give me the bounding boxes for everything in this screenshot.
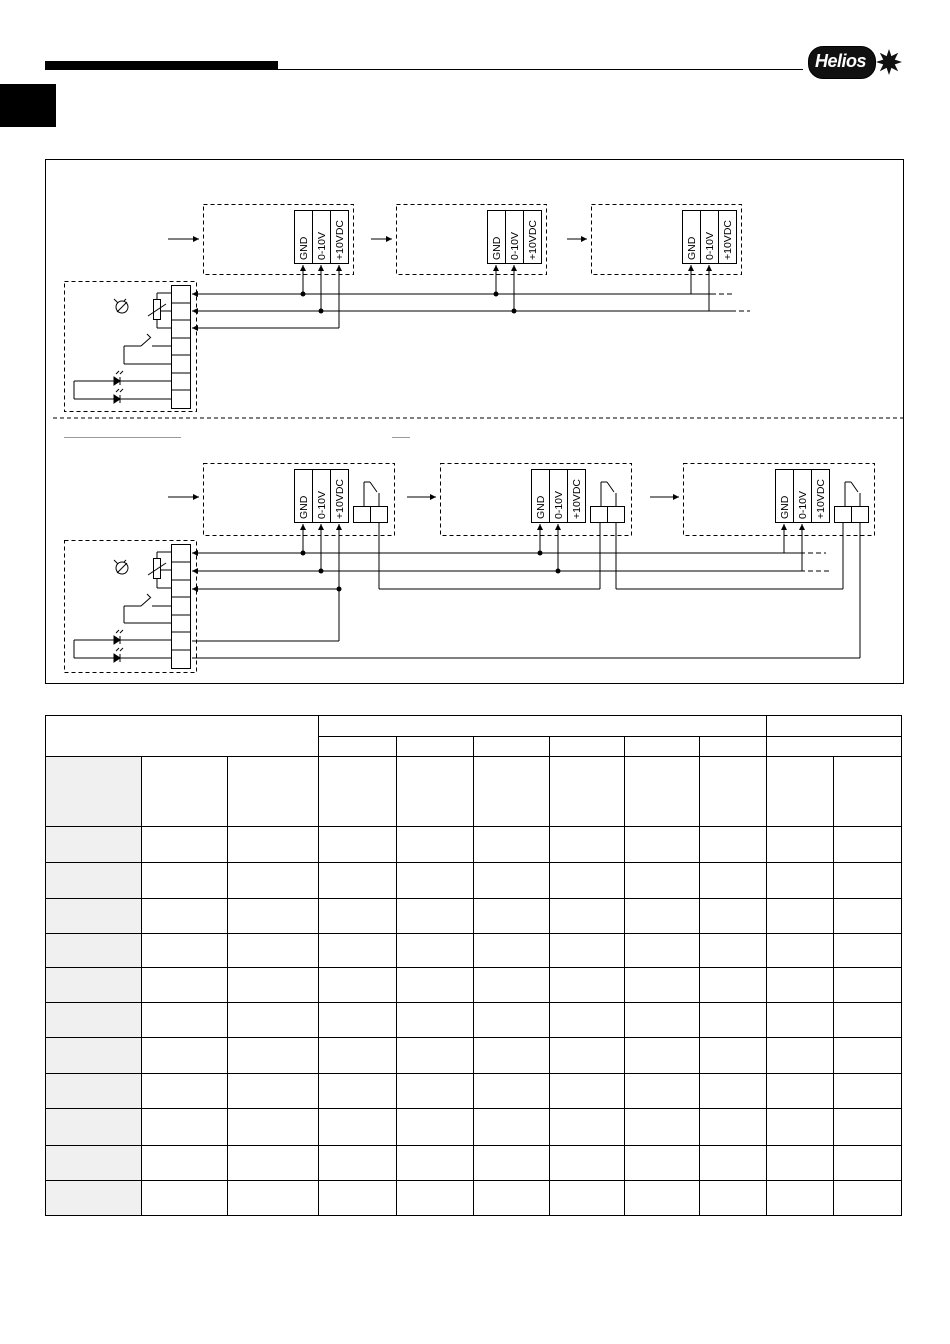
table-cell — [142, 1180, 228, 1215]
terminal-label-supply: +10VDC — [527, 220, 539, 260]
table-cell — [228, 1145, 319, 1180]
row-label-cell — [46, 1074, 142, 1109]
table-cell — [767, 933, 834, 967]
terminal-label-signal: 0-10V — [553, 490, 565, 519]
table-cell — [834, 757, 902, 827]
terminal-label-supply: +10VDC — [815, 479, 827, 519]
table-cell — [767, 1038, 834, 1074]
table-cell — [228, 757, 319, 827]
table-cell — [397, 757, 474, 827]
table-cell — [700, 757, 767, 827]
table-cell — [228, 933, 319, 967]
table-cell — [767, 1109, 834, 1145]
table-cell — [625, 1074, 700, 1109]
table-cell — [142, 1145, 228, 1180]
table-cell — [700, 1109, 767, 1145]
row-label-cell — [46, 1003, 142, 1038]
table-cell — [228, 862, 319, 898]
table-cell — [319, 1180, 397, 1215]
table-cell — [834, 1003, 902, 1038]
table-cell — [319, 1145, 397, 1180]
terminal-label-signal: 0-10V — [316, 231, 328, 260]
table-cell — [625, 827, 700, 862]
header-cell — [474, 737, 550, 757]
table-row — [46, 1074, 902, 1109]
table-cell — [625, 898, 700, 933]
table-cell — [700, 827, 767, 862]
header-cell — [319, 737, 397, 757]
table-cell — [700, 898, 767, 933]
table-row — [46, 933, 902, 967]
table-cell — [700, 862, 767, 898]
terminal-label-gnd: GND — [535, 495, 547, 519]
table-cell — [397, 933, 474, 967]
table-cell — [767, 967, 834, 1002]
table-cell — [550, 898, 625, 933]
table-cell — [142, 827, 228, 862]
table-cell — [550, 862, 625, 898]
table-row — [46, 1109, 902, 1145]
top-section — [65, 205, 751, 412]
wiring-diagram — [45, 159, 904, 684]
table-cell — [319, 1074, 397, 1109]
table-cell — [767, 1003, 834, 1038]
table-cell — [319, 862, 397, 898]
logo-text: Helios — [815, 51, 867, 71]
table-row — [46, 1180, 902, 1215]
table-cell — [700, 1145, 767, 1180]
table-cell — [834, 967, 902, 1002]
table-cell — [700, 1038, 767, 1074]
table-cell — [550, 1145, 625, 1180]
table-cell — [319, 827, 397, 862]
table-cell — [550, 757, 625, 827]
table-cell — [834, 1109, 902, 1145]
table-cell — [474, 1038, 550, 1074]
table-cell — [142, 1074, 228, 1109]
table-cell — [397, 967, 474, 1002]
table-cell — [319, 967, 397, 1002]
table-cell — [319, 898, 397, 933]
terminal-label-supply: +10VDC — [334, 220, 346, 260]
table-cell — [834, 827, 902, 862]
table-cell — [700, 933, 767, 967]
table-cell — [474, 1074, 550, 1109]
helios-logo — [808, 46, 903, 79]
table-cell — [767, 757, 834, 827]
table-cell — [397, 827, 474, 862]
table-cell — [550, 1003, 625, 1038]
table-cell — [319, 1038, 397, 1074]
terminal-label-supply: +10VDC — [334, 479, 346, 519]
table-cell — [550, 933, 625, 967]
table-cell — [228, 1003, 319, 1038]
row-label-cell — [46, 1145, 142, 1180]
table-cell — [142, 1038, 228, 1074]
table-cell — [397, 1038, 474, 1074]
fan-icon — [875, 47, 903, 77]
terminal-label-gnd: GND — [686, 236, 698, 260]
table-cell — [319, 933, 397, 967]
table-cell — [625, 1003, 700, 1038]
terminal-label-signal: 0-10V — [316, 490, 328, 519]
row-label-cell — [46, 1109, 142, 1145]
table-cell — [474, 862, 550, 898]
table-cell — [550, 967, 625, 1002]
table-cell — [767, 827, 834, 862]
terminal-label-gnd: GND — [298, 495, 310, 519]
table-cell — [142, 898, 228, 933]
table-cell — [319, 1003, 397, 1038]
terminal-label-gnd: GND — [779, 495, 791, 519]
table-cell — [834, 898, 902, 933]
header-cell — [700, 737, 767, 757]
row-label-cell — [46, 827, 142, 862]
table-cell — [319, 757, 397, 827]
table-row — [46, 827, 902, 862]
table-cell — [550, 1180, 625, 1215]
table-cell — [474, 933, 550, 967]
table-cell — [625, 757, 700, 827]
terminal-label-signal: 0-10V — [797, 490, 809, 519]
table-row — [46, 898, 902, 933]
header-cell — [397, 737, 474, 757]
table-cell — [474, 1003, 550, 1038]
table-cell — [228, 898, 319, 933]
table-cell — [142, 757, 228, 827]
terminal-label-gnd: GND — [491, 236, 503, 260]
table-cell — [474, 1145, 550, 1180]
spec-table — [45, 715, 902, 1216]
table-cell — [625, 1180, 700, 1215]
table-cell — [474, 1109, 550, 1145]
table-cell — [228, 1109, 319, 1145]
row-label-cell — [46, 933, 142, 967]
table-row — [46, 1038, 902, 1074]
table-cell — [228, 967, 319, 1002]
table-cell — [397, 1109, 474, 1145]
table-cell — [142, 862, 228, 898]
table-cell — [550, 827, 625, 862]
table-row — [46, 1145, 902, 1180]
header-cell — [319, 716, 767, 737]
table-cell — [767, 898, 834, 933]
table-cell — [142, 933, 228, 967]
table-cell — [228, 1074, 319, 1109]
row-label-cell — [46, 967, 142, 1002]
table-column-head-row — [46, 757, 902, 827]
bottom-section — [65, 464, 875, 673]
table-cell — [228, 1180, 319, 1215]
table-cell — [474, 757, 550, 827]
table-cell — [625, 1145, 700, 1180]
row-label-cell — [46, 1038, 142, 1074]
table-cell — [834, 933, 902, 967]
table-cell — [700, 1074, 767, 1109]
row-label-cell — [46, 1180, 142, 1215]
table-cell — [474, 1180, 550, 1215]
table-cell — [834, 862, 902, 898]
table-row — [46, 1003, 902, 1038]
terminal-label-supply: +10VDC — [722, 220, 734, 260]
row-label-cell — [46, 898, 142, 933]
table-row — [46, 862, 902, 898]
terminal-label-gnd: GND — [298, 236, 310, 260]
table-cell — [700, 967, 767, 1002]
table-cell — [397, 862, 474, 898]
table-cell — [142, 1109, 228, 1145]
section-tab — [0, 84, 56, 127]
header-cell — [550, 737, 625, 757]
header-rule — [278, 69, 803, 70]
row-label-cell — [46, 862, 142, 898]
table-cell — [397, 1074, 474, 1109]
header-cell — [767, 716, 902, 737]
table-cell — [474, 967, 550, 1002]
table-cell — [625, 1109, 700, 1145]
table-cell — [834, 1180, 902, 1215]
table-cell — [474, 898, 550, 933]
table-cell — [834, 1074, 902, 1109]
table-cell — [550, 1038, 625, 1074]
table-cell — [550, 1109, 625, 1145]
table-cell — [397, 1003, 474, 1038]
table-cell — [228, 827, 319, 862]
table-cell — [397, 1145, 474, 1180]
table-row — [46, 967, 902, 1002]
row-label-cell — [46, 757, 142, 827]
logo-badge — [808, 46, 876, 79]
header-cell — [767, 737, 902, 757]
table-cell — [834, 1145, 902, 1180]
table-cell — [625, 862, 700, 898]
header-bar — [45, 61, 278, 70]
table-cell — [767, 1074, 834, 1109]
table-cell — [700, 1180, 767, 1215]
terminal-label-signal: 0-10V — [509, 231, 521, 260]
table-cell — [397, 898, 474, 933]
terminal-label-supply: +10VDC — [571, 479, 583, 519]
table-header-row — [46, 716, 902, 737]
table-cell — [228, 1038, 319, 1074]
terminal-label-signal: 0-10V — [704, 231, 716, 260]
table-cell — [142, 1003, 228, 1038]
table-cell — [625, 933, 700, 967]
table-cell — [550, 1074, 625, 1109]
table-cell — [474, 827, 550, 862]
table-cell — [700, 1003, 767, 1038]
table-cell — [142, 967, 228, 1002]
table-cell — [319, 1109, 397, 1145]
header-cell — [46, 716, 319, 757]
table-cell — [834, 1038, 902, 1074]
header-cell — [625, 737, 700, 757]
table-cell — [767, 862, 834, 898]
table-cell — [767, 1180, 834, 1215]
table-cell — [397, 1180, 474, 1215]
table-cell — [625, 1038, 700, 1074]
table-cell — [625, 967, 700, 1002]
table-cell — [767, 1145, 834, 1180]
